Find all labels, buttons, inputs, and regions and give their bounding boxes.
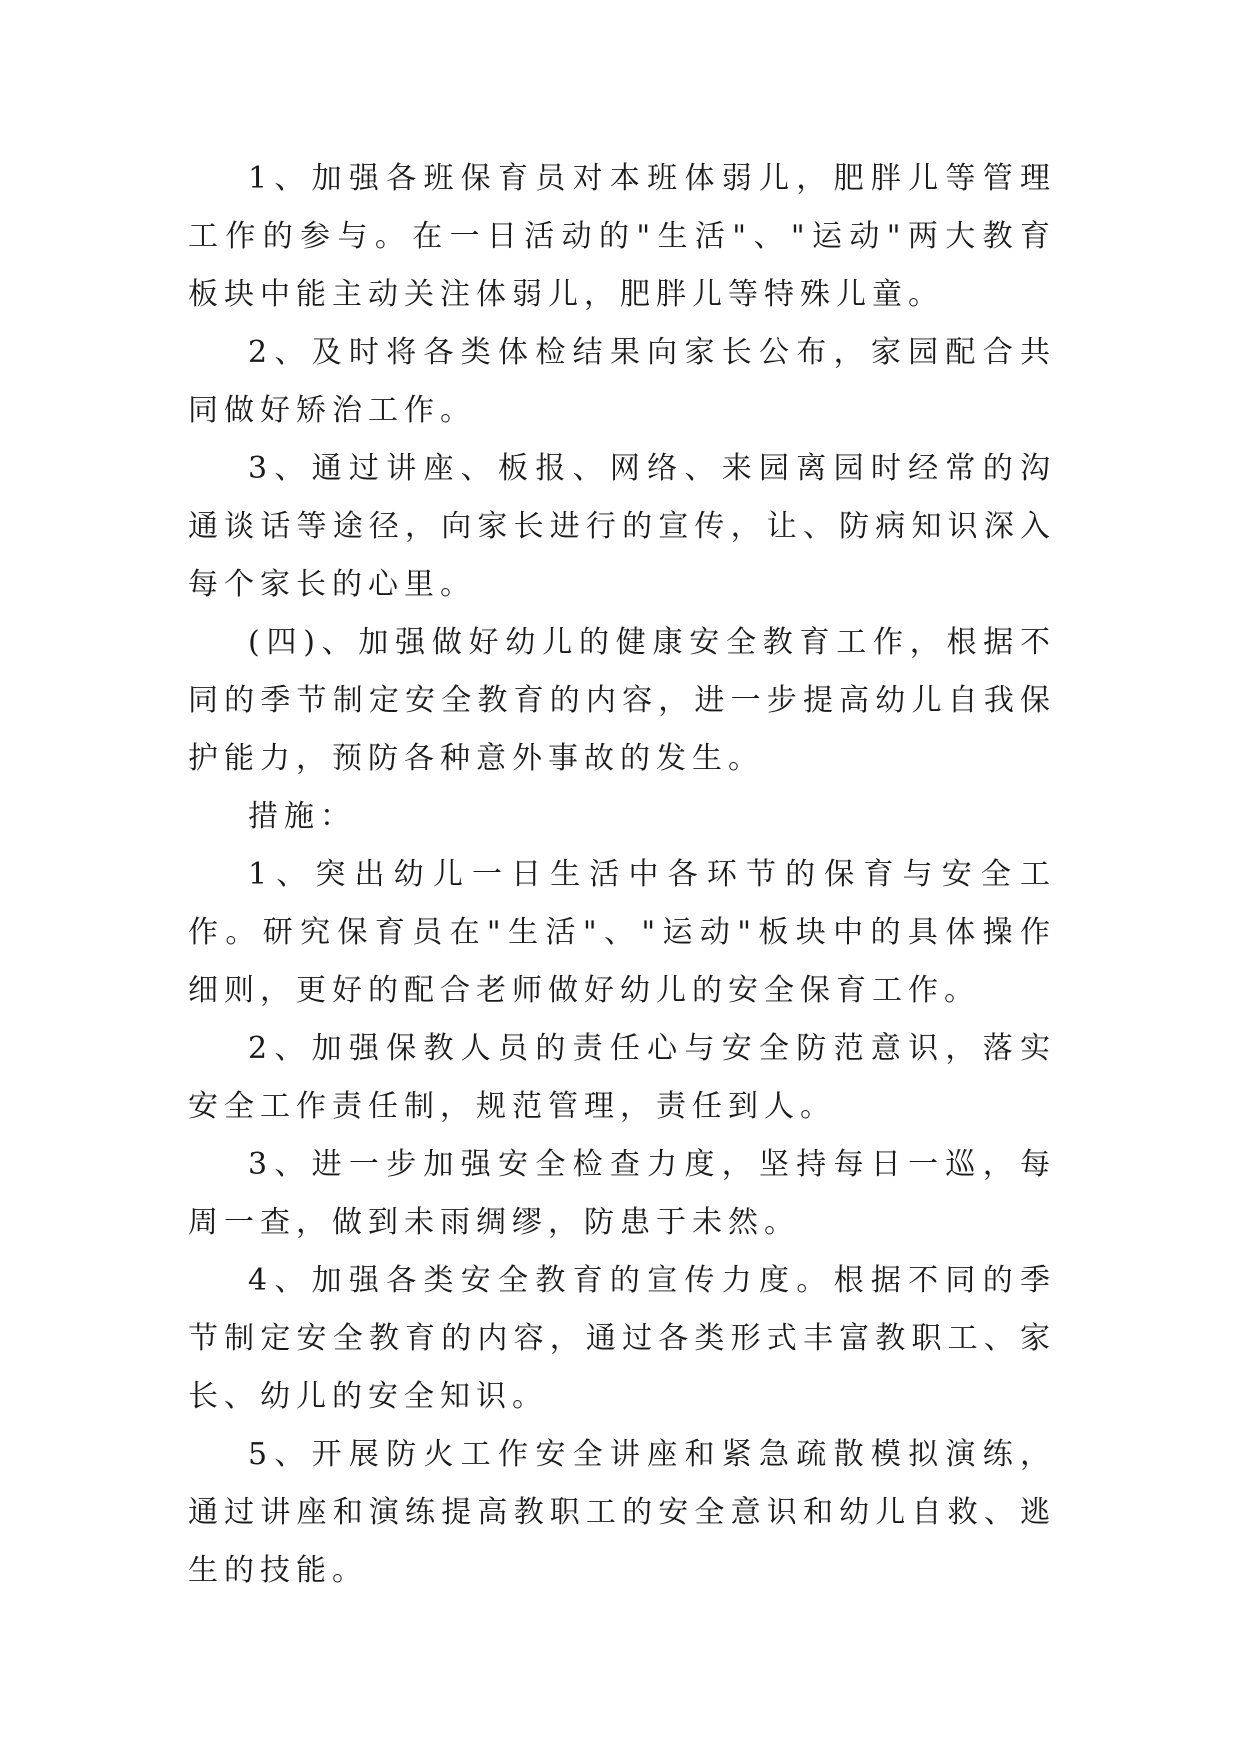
paragraph-10: 5、开展防火工作安全讲座和紧急疏散模拟演练，通过讲座和演练提高教职工的安全意识和幼儿自救、逃生的技能。: [188, 1437, 1056, 1588]
paragraph-3: 3、通过讲座、板报、网络、来园离园时经常的沟通谈话等途径，向家长进行的宣传，让、防病知识深入每个家长的心里。: [188, 451, 1056, 602]
paragraph-1: 1、加强各班保育员对本班体弱儿，肥胖儿等管理工作的参与。在一日活动的"生活"、"运动"两大教育板块中能主动关注体弱儿，肥胖儿等特殊儿童。: [188, 161, 1056, 312]
paragraph-9: 4、加强各类安全教育的宣传力度。根据不同的季节制定安全教育的内容，通过各类形式丰富教职工、家长、幼儿的安全知识。: [188, 1263, 1056, 1414]
paragraph-6: 1、突出幼儿一日生活中各环节的保育与安全工作。研究保育员在"生活"、"运动"板块中的具体操作细则，更好的配合老师做好幼儿的安全保育工作。: [188, 857, 1056, 1008]
paragraph-5: 措施：: [248, 799, 356, 834]
paragraph-7: 2、加强保教人员的责任心与安全防范意识，落实安全工作责任制，规范管理，责任到人。: [188, 1031, 1056, 1124]
paragraph-8: 3、进一步加强安全检查力度，坚持每日一巡，每周一查，做到未雨绸缪，防患于未然。: [188, 1147, 1056, 1240]
document-body: [188, 150, 1056, 1600]
paragraph-4: (四)、加强做好幼儿的健康安全教育工作，根据不同的季节制定安全教育的内容，进一步提高幼儿自我保护能力，预防各种意外事故的发生。: [188, 625, 1056, 776]
paragraph-2: 2、及时将各类体检结果向家长公布，家园配合共同做好矫治工作。: [188, 335, 1056, 428]
